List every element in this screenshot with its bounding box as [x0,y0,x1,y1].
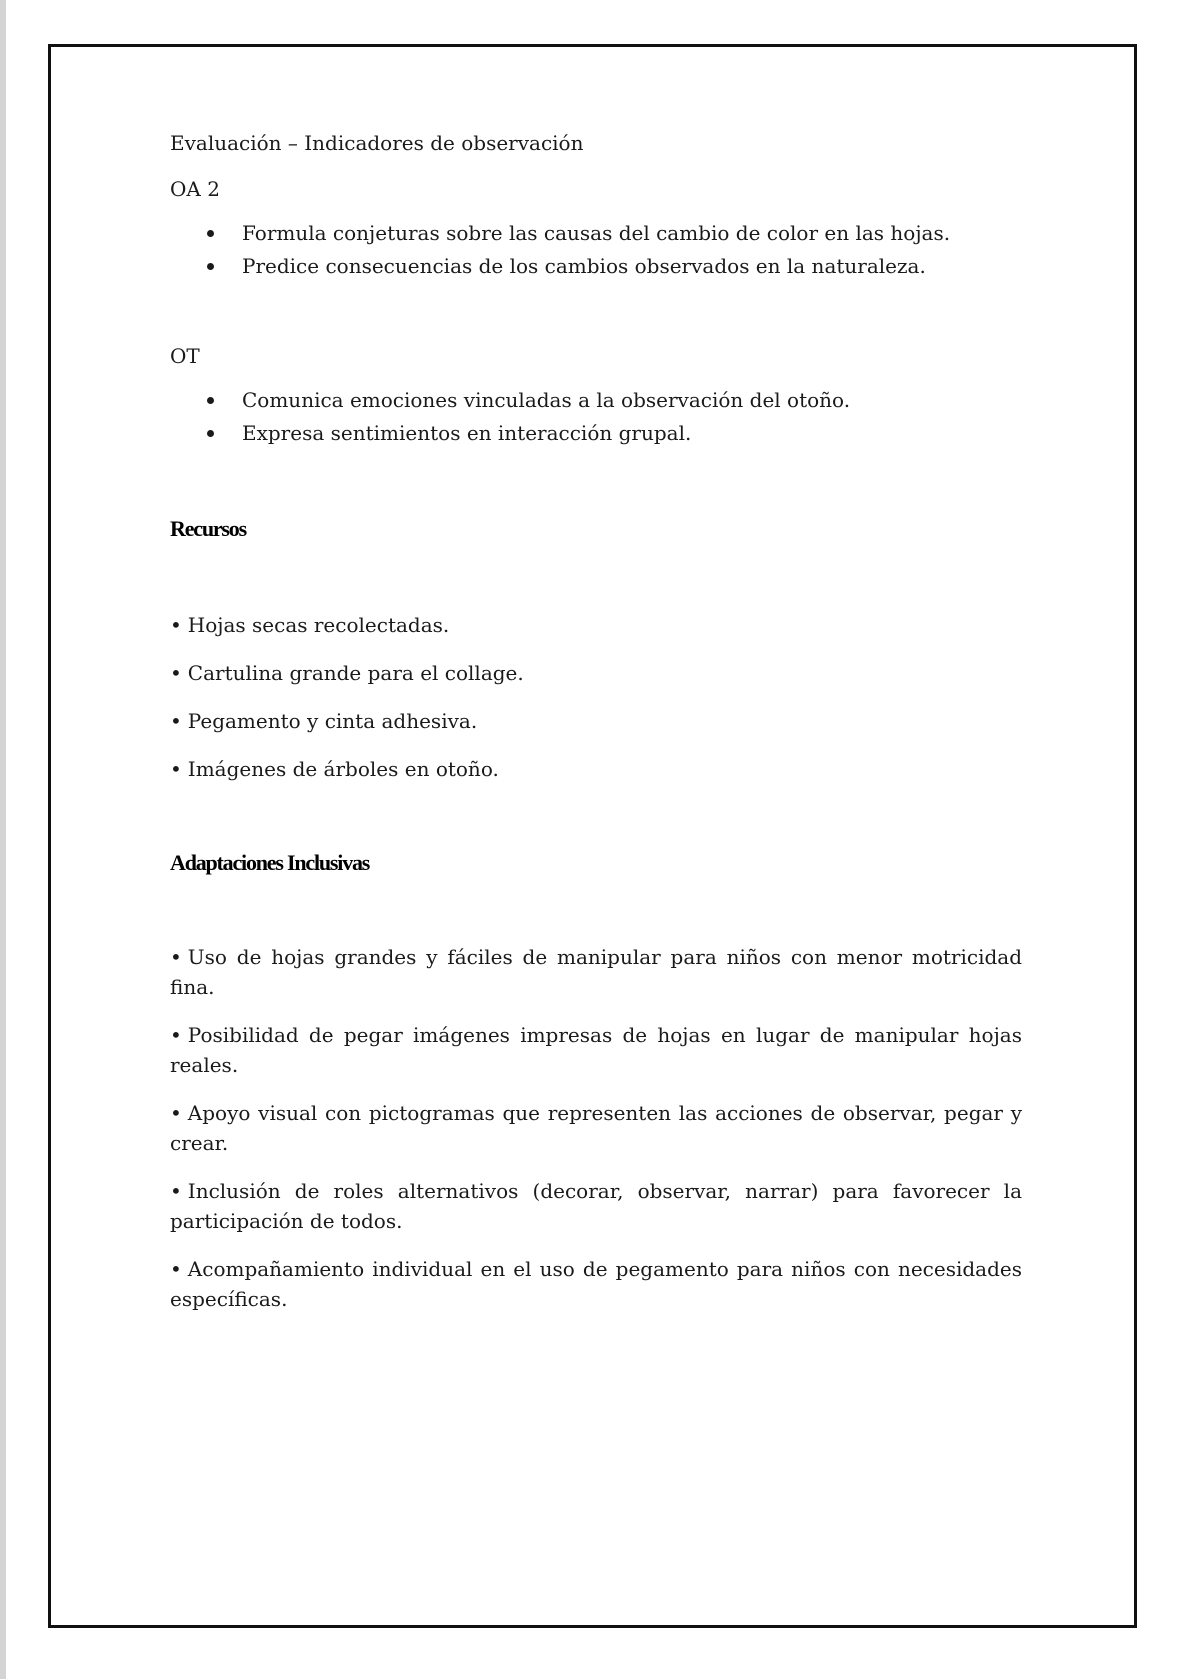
list-item-text: Cartulina grande para el collage. [187,661,524,685]
list-item-text: Apoyo visual con pictogramas que representen las acciones de observar, pegar y crear. [170,1101,1022,1155]
ot-heading: OT [170,344,200,368]
list-item-text: Hojas secas recolectadas. [187,613,450,637]
list-item [170,942,1022,1002]
bullet-icon: • [170,757,182,781]
list-item [170,658,1022,688]
list-item-text: Pegamento y cinta adhesiva. [187,709,478,733]
evaluation-title: Evaluación – Indicadores de observación [170,131,584,155]
page-left-edge [0,0,6,1679]
bullet-icon: • [170,613,182,637]
bullet-icon: • [170,1023,182,1047]
list-item-text: Posibilidad de pegar imágenes impresas de hojas en lugar de manipular hojas reales. [170,1023,1022,1077]
list-item [170,1176,1022,1236]
bullet-icon: • [170,1257,182,1281]
list-item: Comunica emociones vinculadas a la observación del otoño. [242,384,1022,417]
recursos-heading: Recursos [170,516,246,541]
bullet-icon: • [170,945,182,969]
list-item [170,1098,1022,1158]
recursos-list [170,610,1022,784]
list-item: Formula conjeturas sobre las causas del cambio de color en las hojas. [242,217,1022,250]
adaptaciones-list [170,942,1022,1314]
list-item-text: Imágenes de árboles en otoño. [187,757,499,781]
ot-indicator-list [170,384,1022,450]
document-body [170,128,1022,1332]
oa-indicator-list [170,217,1022,283]
oa-heading: OA 2 [170,177,220,201]
list-item-text: Uso de hojas grandes y fáciles de manipular para niños con menor motricidad fina. [170,945,1022,999]
list-item-text: Inclusión de roles alternativos (decorar, observar, narrar) para favorecer la participación de todos. [170,1179,1022,1233]
list-item [170,754,1022,784]
bullet-icon: • [170,661,182,685]
list-item-text: Acompañamiento individual en el uso de pegamento para niños con necesidades específicas. [170,1257,1022,1311]
list-item [170,1020,1022,1080]
list-item [170,1254,1022,1314]
adaptaciones-heading: Adaptaciones Inclusivas [170,850,370,875]
list-item: Predice consecuencias de los cambios observados en la naturaleza. [242,250,1022,283]
bullet-icon: • [170,1101,182,1125]
bullet-icon: • [170,1179,182,1203]
list-item: Expresa sentimientos en interacción grupal. [242,417,1022,450]
list-item [170,610,1022,640]
list-item [170,706,1022,736]
bullet-icon: • [170,709,182,733]
